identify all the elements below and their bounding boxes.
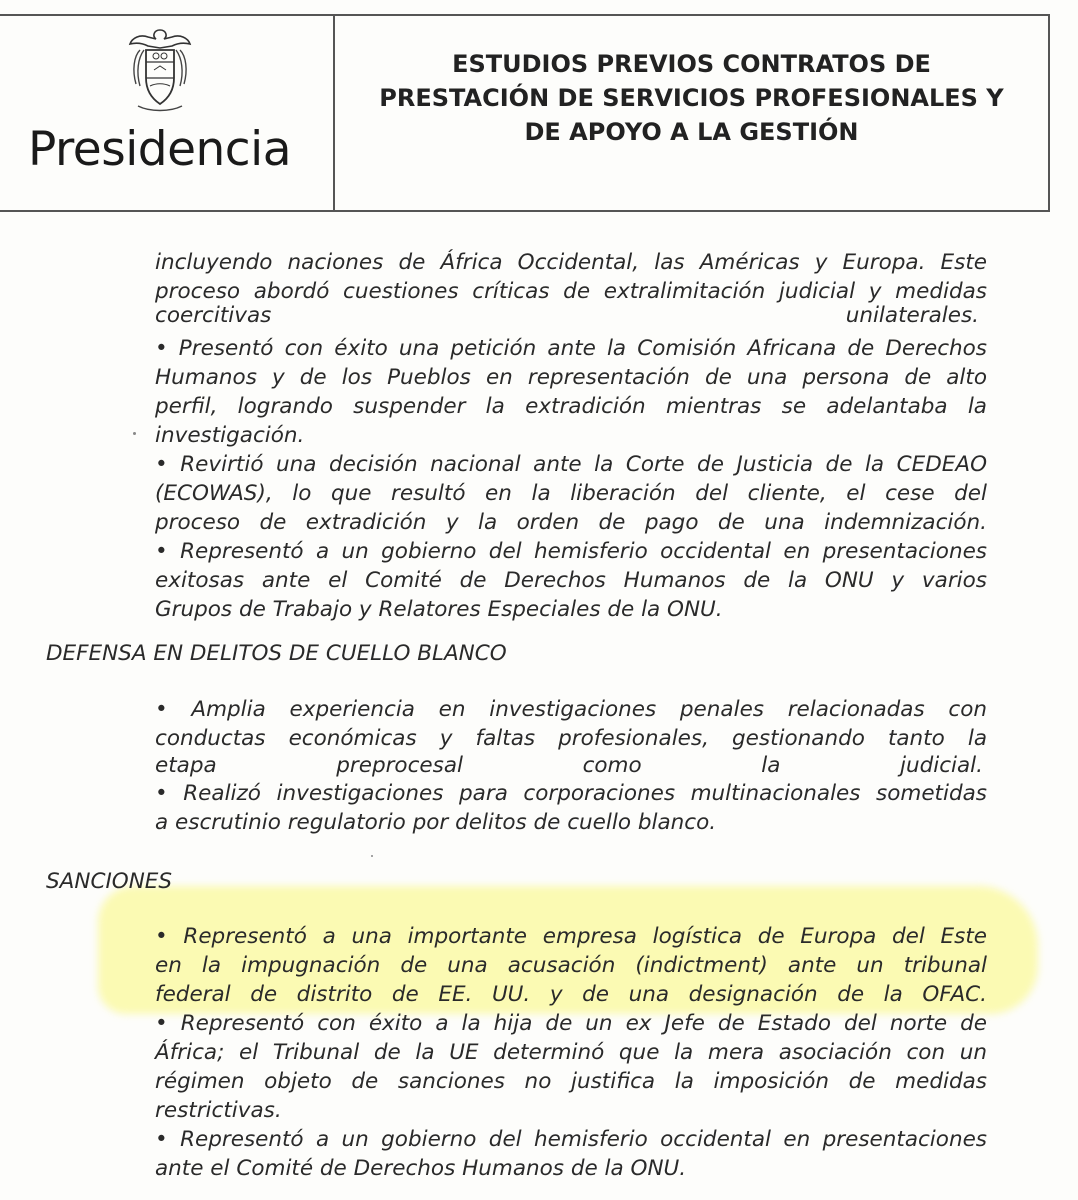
sanctions-section — [155, 922, 987, 1183]
text-line: Grupos de Trabajo y Relatores Especiales de la ONU. — [155, 597, 723, 622]
text-fragment: la — [761, 753, 781, 778]
title-line: DE APOYO A LA GESTIÓN — [524, 118, 859, 146]
text-line: en la impugnación de una acusación (indictment) ante un tribunal — [155, 953, 987, 978]
list-item: • Representó a un gobierno del hemisferio occidental en presentaciones — [155, 539, 987, 564]
text-line: (ECOWAS), lo que resultó en la liberación del cliente, el cese del — [155, 481, 987, 506]
text-fragment: preprocesal — [336, 753, 463, 778]
brand-name: Presidencia — [28, 122, 292, 177]
text-line: perfil, logrando suspender la extradición mientras se adelantaba la — [155, 394, 987, 419]
text-line: Humanos y de los Pueblos en representación de una persona de alto — [155, 365, 987, 390]
list-item: • Revirtió una decisión nacional ante la Corte de Justicia de la CEDEAO — [155, 452, 987, 477]
section-heading-white-collar: DEFENSA EN DELITOS DE CUELLO BLANCO — [46, 641, 507, 666]
document-header — [0, 14, 1050, 212]
intro-section — [155, 248, 987, 624]
text-fragment: coercitivas — [155, 303, 272, 328]
text-line: restrictivas. — [155, 1098, 282, 1123]
text-line: África; el Tribunal de la UE determinó que la mera asociación con un — [155, 1040, 987, 1065]
text-line: exitosas ante el Comité de Derechos Humanos de la ONU y varios — [155, 568, 987, 593]
text-line: ante el Comité de Derechos Humanos de la ONU. — [155, 1156, 687, 1181]
text-line: proceso de extradición y la orden de pago de una indemnización. — [155, 510, 987, 535]
document-title — [335, 16, 1048, 210]
list-item: • Representó a una importante empresa logística de Europa del Este — [155, 924, 987, 949]
logo-area — [0, 16, 333, 210]
scan-speck — [133, 432, 136, 435]
text-line: a escrutinio regulatorio por delitos de cuello blanco. — [155, 810, 717, 835]
text-line: federal de distrito de EE. UU. y de una designación de la OFAC. — [155, 982, 987, 1007]
text-line — [155, 303, 987, 328]
list-item: • Amplia experiencia en investigaciones penales relacionadas con — [155, 697, 987, 722]
coat-of-arms-icon — [110, 26, 210, 116]
title-line: ESTUDIOS PREVIOS CONTRATOS DE — [452, 50, 931, 78]
list-item: • Representó a un gobierno del hemisferio occidental en presentaciones — [155, 1127, 987, 1152]
scan-speck — [371, 855, 373, 857]
text-fragment: judicial. — [899, 753, 983, 778]
text-line: incluyendo naciones de África Occidental, las Américas y Europa. Este — [155, 250, 987, 275]
section-heading-sanctions: SANCIONES — [46, 869, 173, 894]
list-item: • Realizó investigaciones para corporaciones multinacionales sometidas — [155, 781, 987, 806]
list-item: • Presentó con éxito una petición ante la Comisión Africana de Derechos — [155, 336, 987, 361]
text-line: investigación. — [155, 423, 305, 448]
title-line: PRESTACIÓN DE SERVICIOS PROFESIONALES Y — [379, 84, 1004, 112]
text-fragment: etapa — [155, 753, 217, 778]
text-line: régimen objeto de sanciones no justifica la imposición de medidas — [155, 1069, 987, 1094]
text-line — [155, 753, 987, 779]
text-line: conductas económicas y faltas profesionales, gestionando tanto la — [155, 726, 987, 751]
text-fragment: unilaterales. — [845, 303, 979, 328]
list-item: • Representó con éxito a la hija de un ex Jefe de Estado del norte de — [155, 1011, 987, 1036]
text-fragment: como — [582, 753, 642, 778]
white-collar-section — [155, 695, 987, 837]
text-line: proceso abordó cuestiones críticas de extralimitación judicial y medidas — [155, 279, 987, 304]
